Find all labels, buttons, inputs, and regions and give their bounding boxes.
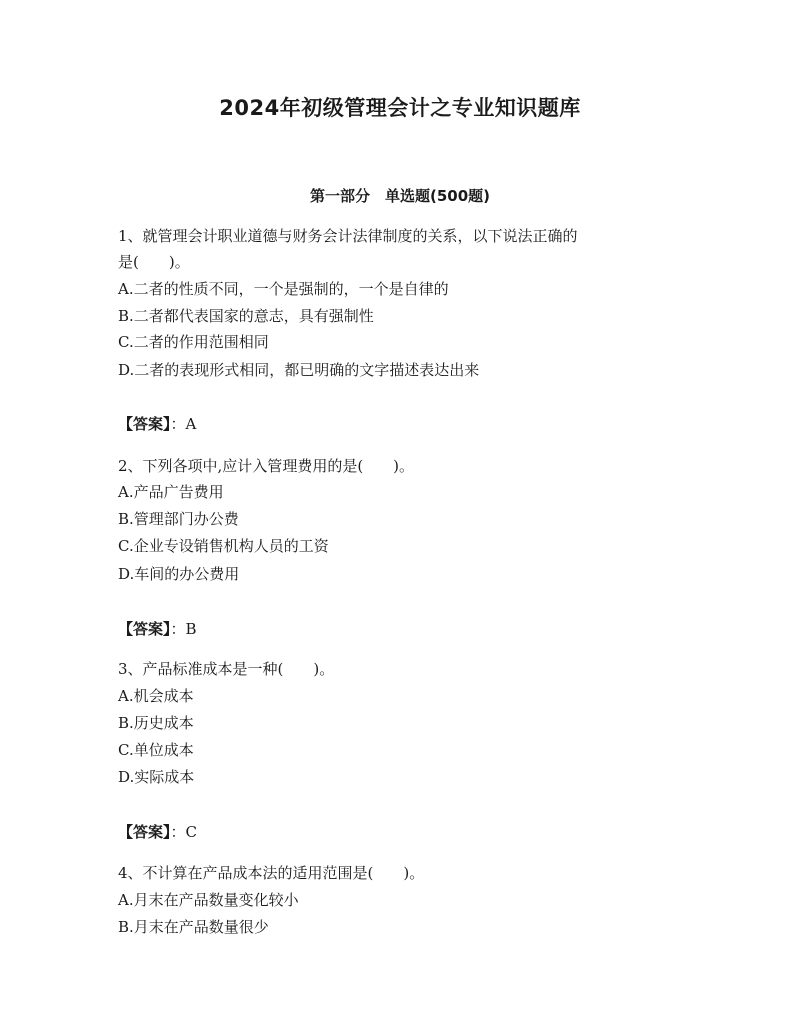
question-3-option-c: C.单位成本 <box>118 741 194 759</box>
question-1-option-c: C.二者的作用范围相同 <box>118 333 269 351</box>
question-3-option-a: A.机会成本 <box>118 687 194 705</box>
question-1-option-d: D.二者的表现形式相同，都已明确的文字描述表达出来 <box>118 361 480 379</box>
question-1-stem: 1、就管理会计职业道德与财务会计法律制度的关系，以下说法正确的 <box>118 227 578 245</box>
question-1-option-a: A.二者的性质不同，一个是强制的，一个是自律的 <box>118 280 449 298</box>
question-4-option-b: B.月末在产品数量很少 <box>118 918 269 936</box>
answer-label: 【答案】 <box>118 823 171 841</box>
question-2-option-d: D.车间的办公费用 <box>118 565 240 583</box>
answer-label: 【答案】 <box>118 620 171 638</box>
question-3-stem: 3、产品标准成本是一种( )。 <box>118 660 335 678</box>
question-2-option-c: C.企业专设销售机构人员的工资 <box>118 537 329 555</box>
question-3-option-d: D.实际成本 <box>118 768 195 786</box>
question-2-answer <box>118 619 197 639</box>
answer-value: ：B <box>170 620 197 638</box>
question-1-answer <box>118 414 196 434</box>
question-2-option-a: A.产品广告费用 <box>118 483 224 501</box>
section-title: 第一部分 单选题(500题) <box>309 187 491 205</box>
document-title: 2024年初级管理会计之专业知识题库 <box>219 96 581 120</box>
answer-value: ：A <box>170 415 197 433</box>
answer-label: 【答案】 <box>118 415 171 433</box>
answer-value: ：C <box>170 823 197 841</box>
question-4-stem: 4、不计算在产品成本法的适用范围是( )。 <box>118 864 425 882</box>
question-3-answer <box>118 822 197 842</box>
question-3-option-b: B.历史成本 <box>118 714 194 732</box>
question-1-option-b: B.二者都代表国家的意志，具有强制性 <box>118 307 374 325</box>
question-2-stem: 2、下列各项中,应计入管理费用的是( )。 <box>118 457 415 475</box>
question-4-option-a: A.月末在产品数量变化较小 <box>118 891 299 909</box>
question-1-stem-continued: 是( )。 <box>118 253 190 271</box>
question-2-option-b: B.管理部门办公费 <box>118 510 239 528</box>
